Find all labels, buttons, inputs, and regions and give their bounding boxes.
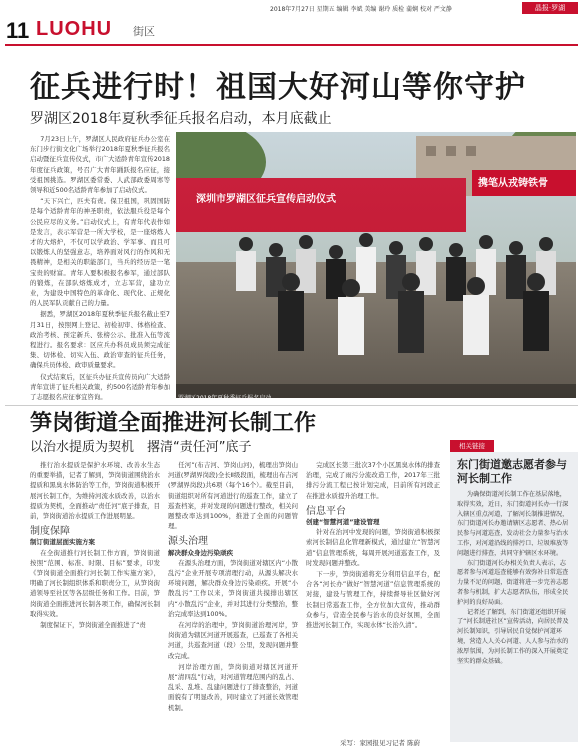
article2-paragraph: 针对在治河中发现的问题，笋岗街道积极探索河长制信息化管理新模式，通过建立“智慧河道”信息管理系统，每周开展河道巡查工作，及时发现问题并整改。 bbox=[306, 528, 440, 567]
byline: 采写：家园报见习记者 陈蔚 bbox=[340, 739, 421, 747]
sidebar-paragraph: 东门街道河长办相关负责人表示，志愿者参与河道巡查能够有效弥补日常巡查力量不足的问题，街道将进一步完善志愿者参与机制，扩大志愿者队伍，形成全民护河的良好局面。 bbox=[457, 559, 569, 606]
article2-paragraph: 任河”(布吉河、笋岗山河)，梳理出笋岗山河道(罗湖界岗段)全长Ⅱ级段面，梳理出布吉河(罗湖界岗段)共6项（每个16个）。截至目前，街道组织对所有河道进行的巡查工作，建立了巡查档案，并对发现的问题进行整改，相关问题整改率达到100%，推进了全面的问题管理。 bbox=[168, 461, 298, 531]
article1-body bbox=[30, 134, 170, 402]
article2-paragraph: 下一步，笋岗街道将充分利用信息平台，配合各“河长办”做好“智慧河道”信息管理系统的对接，建设与管理工作，持续督导社区做好河长制日常巡查工作，全方位加大宣传，推动群众参与，营造全民参与治水的良好氛围，全面推进河长制工作，实现水体“长治久清”。 bbox=[306, 570, 440, 630]
photo-banner-text: 深圳市罗湖区征兵宣传启动仪式 bbox=[196, 194, 336, 205]
sidebar-body bbox=[457, 490, 571, 736]
sidebar-paragraph: 为确保街道河长制工作在基层落地，取得实效，近日，东门街道河长办一行深入辖区重点河道，了解河长制推进情况，东门街道河长办邀请辖区志愿者、热心居民参与河道巡查，发动社会力量参与治水工作，对河道沿线的排污口、垃圾堆放等问题进行排查，共同守护辖区水环境。 bbox=[457, 491, 569, 557]
article1-paragraph: 据悉，罗湖区2018年夏秋季征兵报名截止至7月31日，按照网上登记、初检初审、体格检查、政治考核、预定新兵、张榜公示、批准入伍等流程进行。报名要求：区应兵办科员成员须完成征集、切体检、切实入伍、政治审查的征兵任务，确保兵员体检、政审质量要求。 bbox=[30, 310, 170, 370]
section-label: 街区 bbox=[133, 25, 155, 38]
subsection-title: 制度保障 bbox=[30, 526, 70, 538]
subsection-title: 信息平台 bbox=[306, 505, 346, 517]
headline-1: 征兵进行时！祖国大好河山等你守护 bbox=[30, 70, 526, 105]
subsection-subtitle: 解决群众身边污染顽疾 bbox=[168, 548, 233, 557]
subhead-2: 以治水提质为契机 撂清“责任河”底子 bbox=[30, 440, 252, 455]
recruitment-photo bbox=[176, 132, 576, 398]
article2-paragraph: 推行治水提质是保护水环境、改善水生态的重要举措，记者了解到，笋岗街道围绕治水提质和黑臭水体防治等工作，笋岗街道积极开展河长制工作，为维持河流水质改善，以治水提质为契机，全面推动“责任河”底子排查，目前，笋岗街道治水提质工作进展明显。 bbox=[30, 461, 160, 521]
subsection-title: 源头治理 bbox=[168, 536, 208, 548]
article2-paragraph: 在源头治理方面，笋岗街道对辖区内“小散乱污”企业开展专项清理行动，从源头解决水环境问题，解决群众身边污染顽疾。开展“小散乱污”工作以来，笋岗街道共摸排出辖区内“小散乱污”企业，并对其进行分类整治，整治完成率达到100%。 bbox=[168, 558, 298, 618]
article2-paragraph: 制度保证下，笋岗街道全面推进了“责 bbox=[40, 621, 146, 630]
masthead-logo: 晶报·罗湖 bbox=[522, 2, 578, 14]
header-rule bbox=[5, 44, 578, 46]
issue-meta: 2018年7月27日 星期五 编辑 李斌 美编 谢玲 质检 蒲娴 校对 严文静 bbox=[270, 6, 452, 13]
article1-paragraph: 7月23日上午，罗湖区人民政府征兵办公室在东门步行街文化广场举行2018年夏秋季征兵报名启动暨征兵宣传仪式，市广大适龄青年宣传2018年度征兵政策，号召广大青年踊跃报名应征，接受祖国挑选。罗湖区委常委、人武部政委周寒等领导和近500名适龄青年参加了启动仪式。 bbox=[30, 135, 170, 195]
article1-paragraph: “天下兴亡，匹夫有责。保卫祖国，巩固国防是每个适龄青年的神圣职责，依法服兵役是每个公民应尽的义务。”启动仪式上，有青年代表作如是发言，表示军营是一所大学校，是一座熔炼人才的大熔炉，不仅可以学政治、学军事、而且可以锻炼人的坚强意志，培养面对风行的作风和无畏精神，是相关的职能部门，当兵的经历是一笔宝贵的财富。青年人要积极报名参军，通过部队的锻炼，在部队熔炼成才，立志军营，建功立业，为建设中国特色的革命化、现代化、正规化的人民军队贡献自己的力量。 bbox=[30, 197, 170, 308]
article2-paragraph: 河岸治理方面，笋岗街道对辖区河道开展“清四乱”行动，对河道管理范围内的乱占、乱采、乱堆、乱建问题进行了排查整治，河道面貌有了明显改善，同时建立了河道长效管理机制。 bbox=[168, 662, 298, 712]
subhead-1: 罗湖区2018年夏秋季征兵报名启动，本月底截止 bbox=[30, 111, 332, 127]
page-number: 11 bbox=[6, 18, 30, 43]
headline-2: 笋岗街道全面推进河长制工作 bbox=[30, 411, 317, 436]
article2-paragraph: 在全街道推行河长制工作方面，笋岗街道按照“范围、标准、时限、目标”要求，印发《笋岗街道全面推行河长制工作实施方案》，明确了河长制组织体系和职责分工，从笋岗街道领导至社区等各层级任务和工作。目前，笋岗街道全面推进河长制各项工作，确保河长制取得实效。 bbox=[30, 548, 160, 618]
photo-caption: 罗湖区2018年夏秋季征兵报名启动。 bbox=[178, 395, 278, 402]
paper-name: LUOHU bbox=[36, 18, 113, 40]
related-tag: 相关链接 bbox=[450, 440, 494, 452]
subsection-subtitle: 创建“智慧河道”建设管理 bbox=[306, 518, 380, 527]
article1-paragraph: 仪式结束后，区征兵办征兵宣传员向广大适龄青年宣讲了征兵相关政策，约500名适龄青年参加了志愿报名应征事宜咨询。 bbox=[30, 372, 170, 402]
article2-paragraph: 在河岸的治理中，笋岗街道治理河岸，笋岗街道为辖区河道开展巡查，已巡查了各相关河道，共巡查河道（段）公里，发现问题并整改完成。 bbox=[168, 621, 298, 660]
article2-paragraph: 完成区长第三批次37个小区黑臭水体的排查治理，完成了雨污分流改造工作，2017年三批排污分流工程已按计划完成，目前所有河段正在推进水质提升治理工作。 bbox=[306, 461, 440, 500]
photo-sign-text: 携笔从戎铸铁骨 bbox=[478, 178, 548, 189]
sidebar-title: 东门街道邀志愿者参与河长制工作 bbox=[457, 458, 567, 485]
article2-col2 bbox=[168, 460, 298, 742]
article2-col1 bbox=[30, 460, 160, 742]
sidebar-paragraph: 记者还了解到，东门街道还组织开展了“河长制进社区”宣传活动，向居民普及河长制知识，引导居民自觉保护河道环境，营造人人关心河道、人人参与治水的浓厚氛围，为河长制工作的深入开展奠定坚实的群众基础。 bbox=[457, 608, 569, 665]
article2-col3 bbox=[306, 460, 440, 736]
subsection-subtitle: 制订街道层面实施方案 bbox=[30, 538, 95, 547]
